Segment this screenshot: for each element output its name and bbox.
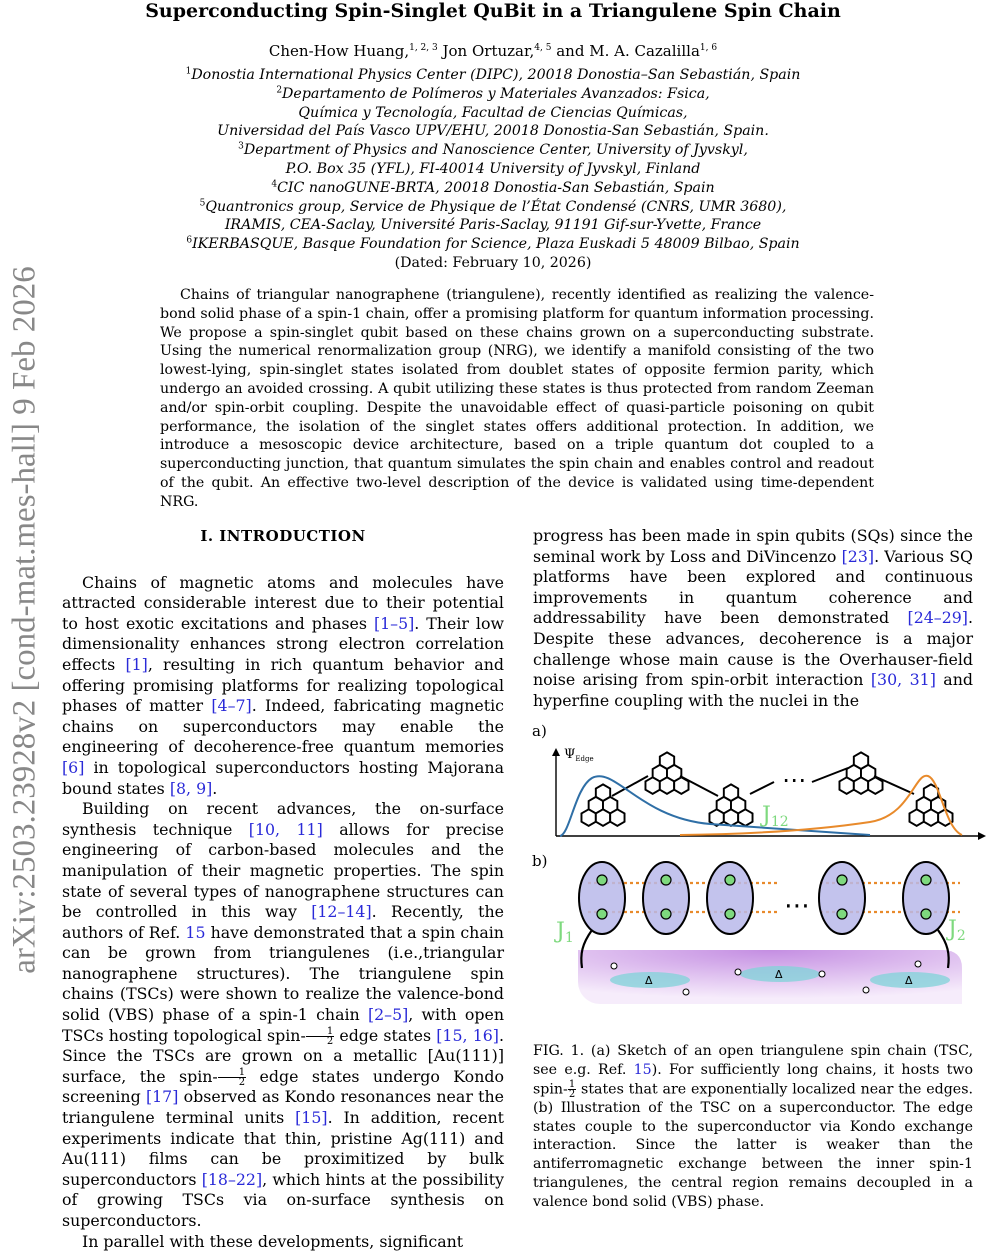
affiliation-line: $^2$Departamento de Polímeros y Materiales Avanzados: Fsica, <box>276 85 710 102</box>
spin1-triangulenes <box>579 862 949 934</box>
citation-link[interactable]: [15] <box>295 1108 328 1128</box>
citation-link[interactable]: [18–22] <box>201 1169 263 1189</box>
author: Chen-How Huang,$^{1, 2, 3}$ <box>268 42 438 60</box>
triangulene-1 <box>581 784 624 825</box>
arxiv-id: arXiv:2503.23928v2 [cond-mat.mes-hall] 9 Feb 2026 <box>6 266 43 974</box>
author: M. A. Cazalilla$^{1, 6}$ <box>589 42 718 60</box>
citation-link[interactable]: [8, 9] <box>169 778 213 798</box>
ellipsis-a: ⋯ <box>782 766 806 794</box>
right-column <box>533 526 973 711</box>
affiliation-line: P.O. Box 35 (YFL), FI-40014 University of Jyvskyl, Finland <box>285 160 701 177</box>
figure-1-graphic <box>530 718 986 1018</box>
right-paragraph: progress has been made in spin qubits (SQs) since the seminal work by Loss and DiVincenzo [23]. Various SQ platforms have been explored and continuous improvements in quantum coherence and addressability have been demonstrated [24–29]. Despite these advances, decoherence is a major challenge whose main cause is the Overhauser-field noise arising from spin-orbit interaction [30, 31] and hyperfine coupling with the nuclei in the <box>533 526 973 710</box>
panel-b-label: b) <box>532 852 548 870</box>
abstract: Chains of triangular nanographene (triangulene), recently identified as realizing the valence-bond solid phase of a spin-1 chain, offer a promising platform for quantum information processing. We propose a spin-singlet qubit based on these chains grown on a superconducting substrate. Using the numerical renormalization group (NRG), we identify a manifold consisting of the two lowest-lying, spin-singlet states isolated from doublet states of opposite fermion parity, which undergo an avoided crossing. A qubit utilizing these states is thus protected from random Zeeman and/or spin-orbit coupling. Despite the unavoidable effect of quasi-particle poisoning on qubit performance, the isolation of the singlet states offers additional protection. In addition, we introduce a mesoscopic device architecture, based on a triple quantum dot coupled to a superconducting junction, that quantum simulates the spin chain and enables control and readout of the qubit. An effective two-level description of the device is validated using time-dependent NRG. <box>160 287 874 510</box>
triangulene-5 <box>909 784 952 825</box>
citation-link[interactable]: [4–7] <box>211 696 252 716</box>
affiliation-line: $^3$Department of Physics and Nanoscience Center, University of Jyvskyl, <box>238 141 748 159</box>
citation-link[interactable]: [24–29] <box>907 608 968 628</box>
citation-link[interactable]: [6] <box>62 757 85 777</box>
gap-delta-2: Δ <box>775 968 783 981</box>
section-heading: I. INTRODUCTION <box>200 527 366 545</box>
affiliation-line: $^6$IKERBASQUE, Basque Foundation for Science, Plaza Euskadi 5 48009 Bilbao, Spain <box>186 235 800 253</box>
paragraph: Building on recent advances, the on-surface synthesis technique [10, 11] allows for precise engineering of carbon-based molecules and the manipulation of their magnetic properties. The spin state of several types of nanographene structures can be controlled in this way [12–14]. Recently, the authors of Ref. 15 have demonstrated that a spin chain can be grown from triangulenes (i.e.,triangular nanographene structures). The triangulene spin chains (TSCs) were shown to realize the valence-bond solid (VBS) phase of a spin-1 chain [2–5], with open TSCs hosting topological spin- $\frac{1}{2}$ edge states [15, 16]. Since the TSCs are grown on a metallic [Au(111)] surface, the spin- $\frac{1}{2}$ edge states undergo Kondo screening [17] observed as Kondo resonances near the triangulene terminal units [15]. In addition, recent experiments indicate that thin, pristine Ag(111) and Au(111) films can be proximitized by bulk superconductors [18–22], which hints at the possibility of growing TSCs via on-surface synthesis on superconductors. <box>62 799 505 1230</box>
citation-link[interactable]: 15 <box>633 1061 652 1078</box>
dated-line: (Dated: February 10, 2026) <box>394 254 592 271</box>
triangulene-3 <box>709 784 752 825</box>
citation-link[interactable]: [1–5] <box>373 613 415 633</box>
psi-label: $\Psi_{Edge}$ <box>564 747 594 763</box>
citation-link[interactable]: [17] <box>145 1087 179 1107</box>
gap-delta-3: Δ <box>905 974 913 987</box>
affiliation-line: $^1$Donostia International Physics Center (DIPC), 20018 Donostia–San Sebastián, Spain <box>185 66 801 83</box>
citation-link[interactable]: [1] <box>125 654 148 674</box>
citation-link[interactable]: 15 <box>185 922 206 942</box>
gap-delta-1: Δ <box>645 974 653 987</box>
citation-link[interactable]: [23] <box>841 546 875 566</box>
j12-label: J12 <box>762 803 789 830</box>
intro-paragraphs <box>62 573 504 1252</box>
citation-link[interactable]: [10, 11] <box>248 819 323 839</box>
author: Jon Ortuzar,$^{4, 5}$ <box>442 42 552 60</box>
author-list: Chen-How Huang,$^{1, 2, 3}$ Jon Ortuzar,$^{4, 5}$ and M. A. Cazalilla$^{1, 6}$ <box>268 42 718 60</box>
citation-link[interactable]: [15, 16] <box>436 1025 499 1045</box>
ellipsis-b: ⋯ <box>784 891 810 921</box>
arxiv-sidebar-stamp <box>2 230 48 1010</box>
affiliations <box>0 66 986 273</box>
affiliation-line: $^5$Quantronics group, Service de Physique de l’État Condensé (CNRS, UMR 3680), <box>199 197 787 215</box>
citation-link[interactable]: [12–14] <box>311 902 372 922</box>
fraction: $\frac{1}{2}$ <box>306 1027 334 1046</box>
citation-link[interactable]: [30, 31] <box>870 670 936 690</box>
j1-label: J1 <box>556 919 574 946</box>
figure-1 <box>530 718 986 1018</box>
citation-link[interactable]: [2–5] <box>367 1005 409 1025</box>
affiliation-line: $^4$CIC nanoGUNE-BRTA, 20018 Donostia-San Sebastián, Spain <box>271 179 715 196</box>
fraction: $\frac{1}{2}$ <box>218 1068 246 1087</box>
paragraph: In parallel with these developments, significant <box>82 1231 464 1251</box>
affiliation-line: IRAMIS, CEA-Saclay, Université Paris-Saclay, 91191 Gif-sur-Yvette, France <box>224 217 762 234</box>
triangulene-2 <box>645 752 688 793</box>
triangulene-4 <box>839 752 882 793</box>
figure-1-caption: FIG. 1. (a) Sketch of an open triangulene spin chain (TSC, see e.g. Ref. 15). For sufficiently long chains, it hosts two spin- $\frac{1}{2}$ states that are exponentially localized near the edges. (b) Illustration of the TSC on a superconductor. The edge states couple to the superconductor via Kondo exchange interaction. Since the latter is weaker than the antiferromagnetic exchange between the inner spin-1 triangulenes, the central region remains decoupled in a valence bond solid (VBS) phase. <box>533 1043 974 1210</box>
panel-a-label: a) <box>532 722 547 740</box>
affiliation-lines <box>0 66 986 254</box>
affiliation-line: Universidad del País Vasco UPV/EHU, 20018 Donostia-San Sebastián, Spain. <box>217 123 769 140</box>
fraction: $\frac{1}{2}$ <box>568 1078 576 1100</box>
j2-label: J2 <box>948 917 966 944</box>
left-column <box>62 524 504 1252</box>
paragraph: Chains of magnetic atoms and molecules have attracted considerable interest due to their potential to host exotic excitations and phases [1–5]. Their low dimensionality enhances strong electron correlation effects [1], resulting in rich quantum behavior and offering promising platforms for realizing topological phases of matter [4–7]. Indeed, fabricating magnetic chains on superconductors may enable the engineering of decoherence-free quantum memories [6] in topological superconductors hosting Majorana bound states [8, 9]. <box>62 572 505 798</box>
affiliation-line: Química y Tecnología, Facultad de Ciencias Químicas, <box>298 104 688 121</box>
paper-title: Superconducting Spin-Singlet QuBit in a Triangulene Spin Chain <box>145 0 841 22</box>
